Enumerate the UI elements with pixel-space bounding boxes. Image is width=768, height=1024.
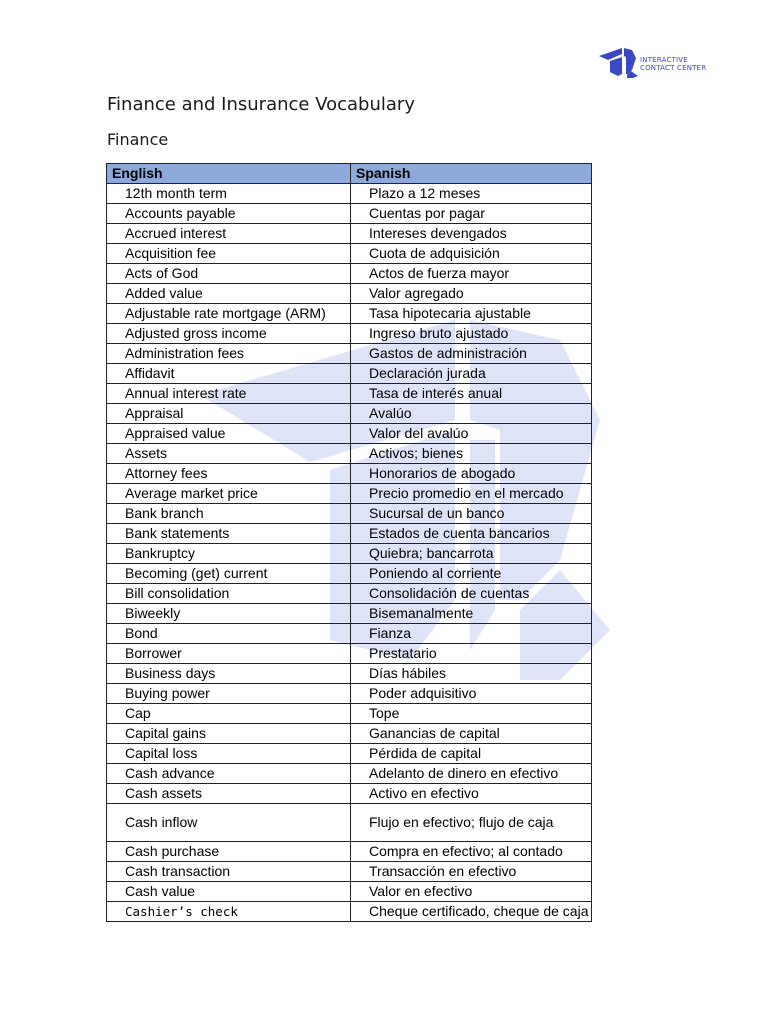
term-english: Cash advance xyxy=(107,764,351,784)
table-row xyxy=(107,224,592,244)
table-row xyxy=(107,564,592,584)
term-spanish: Avalúo xyxy=(351,404,592,424)
term-english: Assets xyxy=(107,444,351,464)
table-row xyxy=(107,404,592,424)
term-english: Cash inflow xyxy=(107,804,351,842)
table-row xyxy=(107,584,592,604)
term-spanish: Poder adquisitivo xyxy=(351,684,592,704)
term-english: Cash transaction xyxy=(107,862,351,882)
term-spanish: Poniendo al corriente xyxy=(351,564,592,584)
term-english: Added value xyxy=(107,284,351,304)
term-spanish: Tasa de interés anual xyxy=(351,384,592,404)
table-row xyxy=(107,804,592,842)
term-spanish: Plazo a 12 meses xyxy=(351,184,592,204)
term-english: Acquisition fee xyxy=(107,244,351,264)
term-english: Business days xyxy=(107,664,351,684)
term-spanish: Precio promedio en el mercado xyxy=(351,484,592,504)
table-row xyxy=(107,464,592,484)
table-row xyxy=(107,184,592,204)
term-english: Capital gains xyxy=(107,724,351,744)
table-row xyxy=(107,744,592,764)
term-english: Affidavit xyxy=(107,364,351,384)
table-row xyxy=(107,882,592,902)
company-name xyxy=(640,56,706,72)
term-spanish: Sucursal de un banco xyxy=(351,504,592,524)
term-english: Accounts payable xyxy=(107,204,351,224)
term-english: Bankruptcy xyxy=(107,544,351,564)
term-spanish: Tope xyxy=(351,704,592,724)
term-english: Administration fees xyxy=(107,344,351,364)
company-name-line2: CONTACT CENTER xyxy=(640,64,707,72)
table-row xyxy=(107,624,592,644)
term-spanish: Declaración jurada xyxy=(351,364,592,384)
table-body xyxy=(107,184,592,922)
term-english: Annual interest rate xyxy=(107,384,351,404)
term-english: Attorney fees xyxy=(107,464,351,484)
term-spanish: Valor del avalúo xyxy=(351,424,592,444)
table-row xyxy=(107,764,592,784)
term-spanish: Bisemanalmente xyxy=(351,604,592,624)
term-spanish: Pérdida de capital xyxy=(351,744,592,764)
term-spanish: Tasa hipotecaria ajustable xyxy=(351,304,592,324)
term-english: Appraisal xyxy=(107,404,351,424)
table-row xyxy=(107,504,592,524)
page-title: Finance and Insurance Vocabulary xyxy=(107,94,415,115)
term-english: Bond xyxy=(107,624,351,644)
table-row xyxy=(107,902,592,922)
term-spanish: Quiebra; bancarrota xyxy=(351,544,592,564)
term-spanish: Ingreso bruto ajustado xyxy=(351,324,592,344)
table-row xyxy=(107,264,592,284)
term-english: Bill consolidation xyxy=(107,584,351,604)
term-spanish: Estados de cuenta bancarios xyxy=(351,524,592,544)
term-spanish: Días hábiles xyxy=(351,664,592,684)
term-spanish: Intereses devengados xyxy=(351,224,592,244)
term-spanish: Cuentas por pagar xyxy=(351,204,592,224)
term-spanish: Valor en efectivo xyxy=(351,882,592,902)
term-english: Cash assets xyxy=(107,784,351,804)
table-row xyxy=(107,862,592,882)
term-spanish: Consolidación de cuentas xyxy=(351,584,592,604)
term-english: Buying power xyxy=(107,684,351,704)
term-english: Bank branch xyxy=(107,504,351,524)
term-english: Appraised value xyxy=(107,424,351,444)
table-row xyxy=(107,644,592,664)
table-row xyxy=(107,424,592,444)
table-header-row xyxy=(107,164,592,184)
vocabulary-table xyxy=(106,163,592,922)
company-name-line1: INTERACTIVE xyxy=(640,56,688,64)
table-row xyxy=(107,364,592,384)
term-english: Acts of God xyxy=(107,264,351,284)
table-row xyxy=(107,444,592,464)
table-row xyxy=(107,704,592,724)
term-english: 12th month term xyxy=(107,184,351,204)
term-english: Adjusted gross income xyxy=(107,324,351,344)
header-spanish: Spanish xyxy=(351,164,592,184)
table-row xyxy=(107,244,592,264)
table-row xyxy=(107,724,592,744)
term-spanish: Flujo en efectivo; flujo de caja xyxy=(351,804,592,842)
term-spanish: Transacción en efectivo xyxy=(351,862,592,882)
table-row xyxy=(107,604,592,624)
table-row xyxy=(107,304,592,324)
table-row xyxy=(107,544,592,564)
term-english: Cash purchase xyxy=(107,842,351,862)
term-english: Adjustable rate mortgage (ARM) xyxy=(107,304,351,324)
term-spanish: Adelanto de dinero en efectivo xyxy=(351,764,592,784)
term-spanish: Actos de fuerza mayor xyxy=(351,264,592,284)
term-spanish: Prestatario xyxy=(351,644,592,664)
table-row xyxy=(107,524,592,544)
table-row xyxy=(107,384,592,404)
header-english: English xyxy=(107,164,351,184)
table-row xyxy=(107,344,592,364)
term-english: Becoming (get) current xyxy=(107,564,351,584)
term-spanish: Honorarios de abogado xyxy=(351,464,592,484)
section-title: Finance xyxy=(107,130,169,149)
term-english: Average market price xyxy=(107,484,351,504)
table-row xyxy=(107,324,592,344)
term-english: Capital loss xyxy=(107,744,351,764)
term-english: Biweekly xyxy=(107,604,351,624)
table-row xyxy=(107,664,592,684)
term-spanish: Cheque certificado, cheque de caja xyxy=(351,902,592,922)
term-english: Borrower xyxy=(107,644,351,664)
table-row xyxy=(107,204,592,224)
term-spanish: Activo en efectivo xyxy=(351,784,592,804)
table-row xyxy=(107,484,592,504)
table-row xyxy=(107,284,592,304)
term-english: Cash value xyxy=(107,882,351,902)
term-spanish: Activos; bienes xyxy=(351,444,592,464)
term-spanish: Ganancias de capital xyxy=(351,724,592,744)
term-english: Accrued interest xyxy=(107,224,351,244)
table-row xyxy=(107,784,592,804)
term-english: Cashier’s check xyxy=(107,902,351,922)
term-spanish: Gastos de administración xyxy=(351,344,592,364)
term-spanish: Cuota de adquisición xyxy=(351,244,592,264)
term-english: Cap xyxy=(107,704,351,724)
table-row xyxy=(107,684,592,704)
term-spanish: Valor agregado xyxy=(351,284,592,304)
term-spanish: Fianza xyxy=(351,624,592,644)
table-row xyxy=(107,842,592,862)
term-spanish: Compra en efectivo; al contado xyxy=(351,842,592,862)
term-english: Bank statements xyxy=(107,524,351,544)
